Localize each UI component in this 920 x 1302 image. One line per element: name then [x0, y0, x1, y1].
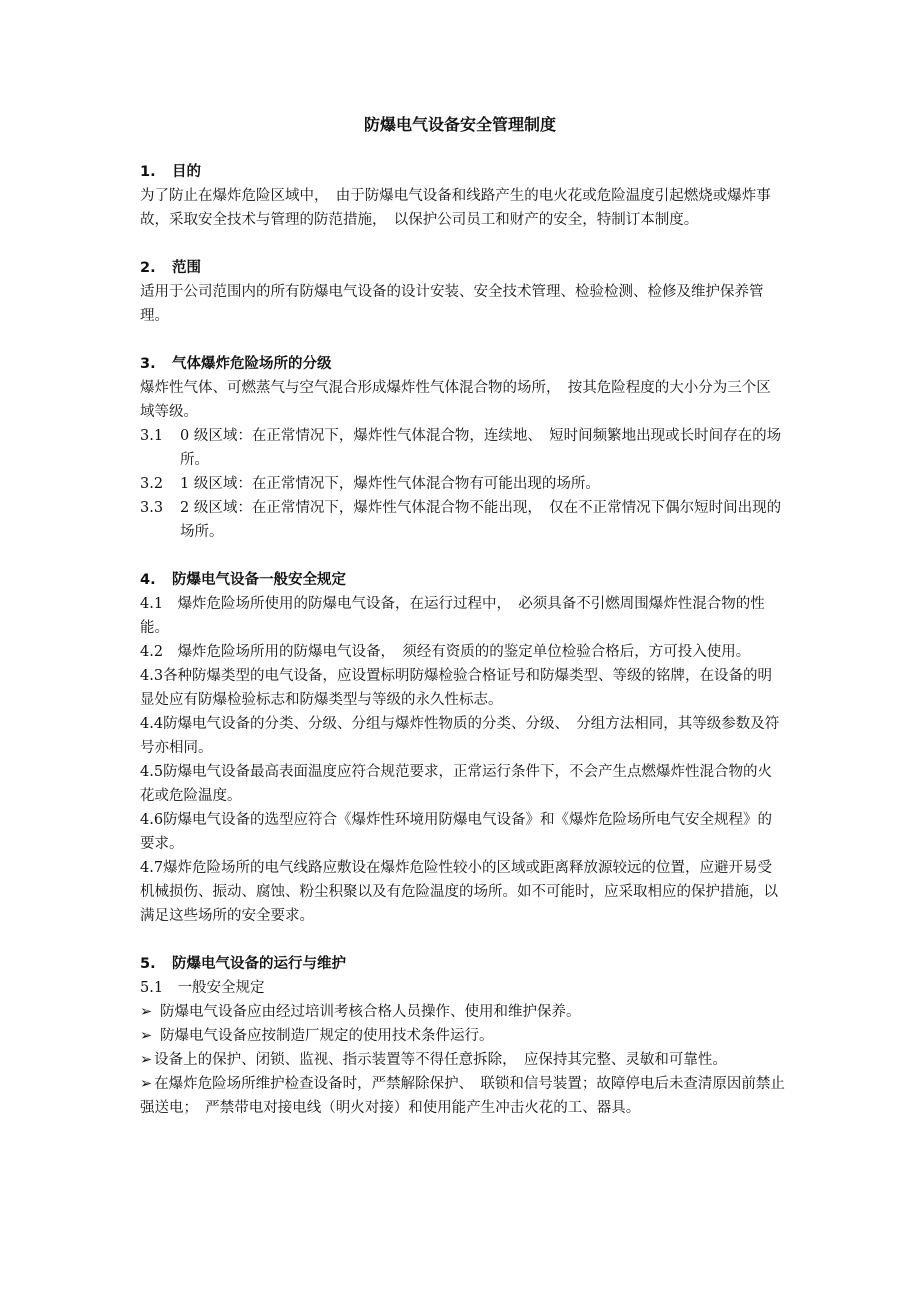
clause-text: 爆炸危险场所用的防爆电气设备， 须经有资质的的鉴定单位检验合格后，方可投入使用。 [177, 644, 751, 660]
section-heading [140, 352, 785, 376]
clause-paragraph [140, 760, 785, 808]
clause-text: 防爆电气设备的选型应符合《爆炸性环境用防爆电气设备》和《爆炸危险场所电气安全规程》的要求。 [140, 812, 773, 852]
section-number: 5. [140, 956, 156, 972]
section-paragraph: 适用于公司范围内的所有防爆电气设备的设计安装、安全技术管理、检验检测、检修及维护保养管理。 [140, 284, 764, 324]
clause-number: 4.4 [140, 716, 164, 732]
clause-paragraph [140, 856, 785, 928]
bullet-item [140, 1072, 785, 1120]
section-number: 2. [140, 260, 156, 276]
clause-number: 4.2 [140, 644, 164, 660]
section-paragraph: 为了防止在爆炸危险区域中， 由于防爆电气设备和线路产生的电火花或危险温度引起燃烧或爆炸事故，采取安全技术与管理的防范措施， 以保护公司员工和财产的安全，特制订本制度。 [140, 188, 771, 228]
section-operation-maintenance [140, 952, 785, 1120]
subsection-number: 5.1 [140, 980, 164, 996]
clause-item [140, 472, 785, 496]
document-body [140, 160, 785, 1144]
bullet-item [140, 1024, 785, 1048]
clause-text: 防爆电气设备最高表面温度应符合规范要求，正常运行条件下，不会产生点燃爆炸性混合物的火花或危险温度。 [140, 764, 773, 804]
section-paragraph: 爆炸性气体、可燃蒸气与空气混合形成爆炸性气体混合物的场所， 按其危险程度的大小分为三个区域等级。 [140, 380, 771, 420]
clause-number: 3.3 [140, 500, 164, 516]
clause-text: 各种防爆类型的电气设备，应设置标明防爆检验合格证号和防爆类型、等级的铭牌，在设备的明显处应有防爆检验标志和防爆类型与等级的永久性标志。 [140, 668, 773, 708]
clause-text: 0 级区域：在正常情况下，爆炸性气体混合物，连续地、 短时间频繁地出现或长时间存在的场所。 [180, 428, 782, 468]
bullet-item [140, 1048, 785, 1072]
section-heading [140, 952, 785, 976]
clause-text: 防爆电气设备的分类、分级、分组与爆炸性物质的分类、分级、 分组方法相同，其等级参数及符号亦相同。 [140, 716, 780, 756]
subsection-title: 一般安全规定 [177, 980, 265, 996]
clause-number: 3.1 [140, 428, 164, 444]
clause-number: 4.7 [140, 860, 164, 876]
clause-number: 4.5 [140, 764, 164, 780]
section-number: 3. [140, 356, 156, 372]
clause-number: 3.2 [140, 476, 164, 492]
clause-paragraph [140, 664, 785, 712]
bullet-text: 防爆电气设备应按制造厂规定的使用技术条件运行。 [160, 1028, 494, 1044]
section-title: 防爆电气设备一般安全规定 [172, 572, 346, 588]
section-heading [140, 160, 785, 184]
section-heading [140, 256, 785, 280]
arrow-bullet-icon: ➢ [140, 1028, 153, 1044]
clause-text: 1 级区域：在正常情况下，爆炸性气体混合物有可能出现的场所。 [180, 476, 600, 492]
bullet-text: 设备上的保护、闭锁、监视、指示装置等不得任意拆除， 应保持其完整、灵敏和可靠性。 [154, 1052, 727, 1068]
clause-text: 2 级区域：在正常情况下，爆炸性气体混合物不能出现， 仅在不正常情况下偶尔短时间出现的场所。 [180, 500, 782, 540]
clause-paragraph [140, 640, 785, 664]
section-number: 4. [140, 572, 156, 588]
section-general-rules [140, 568, 785, 928]
section-title: 防爆电气设备的运行与维护 [172, 956, 346, 972]
section-title: 气体爆炸危险场所的分级 [172, 356, 332, 372]
clause-text: 爆炸危险场所的电气线路应敷设在爆炸危险性较小的区域或距离释放源较远的位置，应避开易受机械损伤、振动、腐蚀、粉尘积聚以及有危险温度的场所。如不可能时，应采取相应的保护措施，以满足这些场所的安全要求。 [140, 860, 778, 924]
bullet-text: 在爆炸危险场所维护检查设备时，严禁解除保护、 联锁和信号装置；故障停电后未查清原因前禁止强送电； 严禁带电对接电线（明火对接）和使用能产生冲击火花的工、器具。 [140, 1076, 785, 1116]
section-scope [140, 256, 785, 328]
arrow-bullet-icon: ➢ [140, 1052, 153, 1068]
clause-number: 4.1 [140, 596, 164, 612]
arrow-bullet-icon: ➢ [140, 1004, 153, 1020]
clause-item [140, 424, 785, 472]
clause-number: 4.6 [140, 812, 164, 828]
clause-text: 爆炸危险场所使用的防爆电气设备，在运行过程中， 必须具备不引燃周围爆炸性混合物的性能。 [140, 596, 765, 636]
clause-number: 4.3 [140, 668, 164, 684]
section-title: 目的 [172, 164, 201, 180]
bullet-item [140, 1000, 785, 1024]
clause-item [140, 496, 785, 544]
section-title: 范围 [172, 260, 201, 276]
clause-paragraph [140, 712, 785, 760]
section-purpose [140, 160, 785, 232]
section-heading [140, 568, 785, 592]
section-number: 1. [140, 164, 156, 180]
subsection-line [140, 976, 785, 1000]
clause-paragraph [140, 592, 785, 640]
arrow-bullet-icon: ➢ [140, 1076, 153, 1092]
bullet-text: 防爆电气设备应由经过培训考核合格人员操作、使用和维护保养。 [160, 1004, 581, 1020]
section-zone-classification [140, 352, 785, 544]
clause-paragraph [140, 808, 785, 856]
document-title: 防爆电气设备安全管理制度 [363, 115, 556, 134]
